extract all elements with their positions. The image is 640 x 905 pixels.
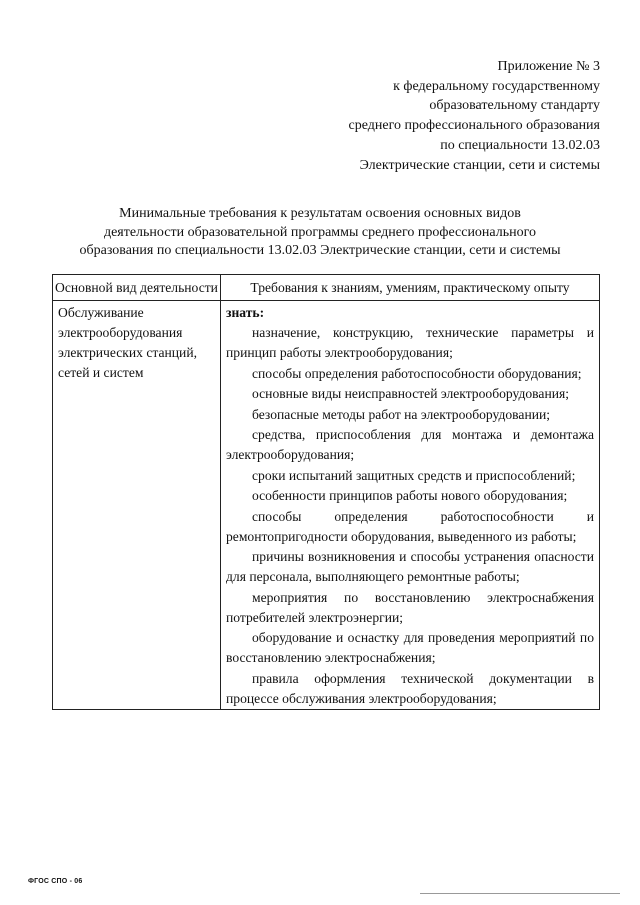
title-line: образования по специальности 13.02.03 Электрические станции, сети и системы — [79, 243, 561, 258]
list-item: безопасные методы работ на электрооборудовании; — [252, 406, 551, 422]
list-item: правила оформления технической документации в процессе обслуживания электрооборудования; — [226, 670, 594, 706]
list-item: назначение, конструкцию, технические параметры и принцип работы электрооборудования; — [226, 325, 594, 360]
list-item: средства, приспособления для монтажа и демонтажа электрооборудования; — [226, 427, 594, 462]
footer-code: ФГОС СПО - 06 — [28, 878, 83, 885]
list-item: способы определения работоспособности оборудования; — [252, 365, 582, 381]
appendix-line: к федеральному государственному — [393, 78, 600, 94]
appendix-line: по специальности 13.02.03 — [440, 137, 600, 153]
activity-cell: Обслуживание электрооборудования электрических станций, сетей и систем — [53, 301, 221, 710]
header-activity: Основной вид деятельности — [53, 275, 221, 301]
table-header-row — [53, 275, 600, 301]
appendix-line: Приложение № 3 — [497, 59, 600, 74]
footer-divider — [420, 893, 620, 894]
title-line: Минимальные требования к результатам освоения основных видов — [119, 206, 521, 221]
appendix-heading — [349, 57, 600, 175]
appendix-line: Электрические станции, сети и системы — [359, 157, 600, 173]
title-line: деятельности образовательной программы среднего профессионального — [103, 224, 537, 240]
requirements-table — [52, 274, 600, 710]
document-title — [50, 205, 590, 261]
list-item: основные виды неисправностей электрооборудования; — [252, 386, 570, 401]
list-item: способы определения работоспособности и ремонтопригодности оборудования, выведенного из работы; — [226, 508, 594, 544]
list-item: мероприятия по восстановлению электроснабжения потребителей электроэнергии; — [226, 589, 594, 625]
appendix-line: среднего профессионального образования — [348, 118, 600, 134]
header-requirements: Требования к знаниям, умениям, практическому опыту — [221, 275, 600, 301]
know-label: знать: — [226, 305, 265, 320]
appendix-line: образовательному стандарту — [429, 98, 600, 114]
table-row — [53, 301, 600, 710]
list-item: особенности принципов работы нового оборудования; — [252, 488, 568, 503]
list-item: сроки испытаний защитных средств и приспособлений; — [252, 467, 576, 483]
requirements-cell — [221, 301, 600, 710]
list-item: причины возникновения и способы устранения опасности для персонала, выполняющего ремонтные работы; — [226, 549, 594, 584]
list-item: оборудование и оснастку для проведения мероприятий по восстановлению электроснабжения; — [226, 630, 594, 665]
